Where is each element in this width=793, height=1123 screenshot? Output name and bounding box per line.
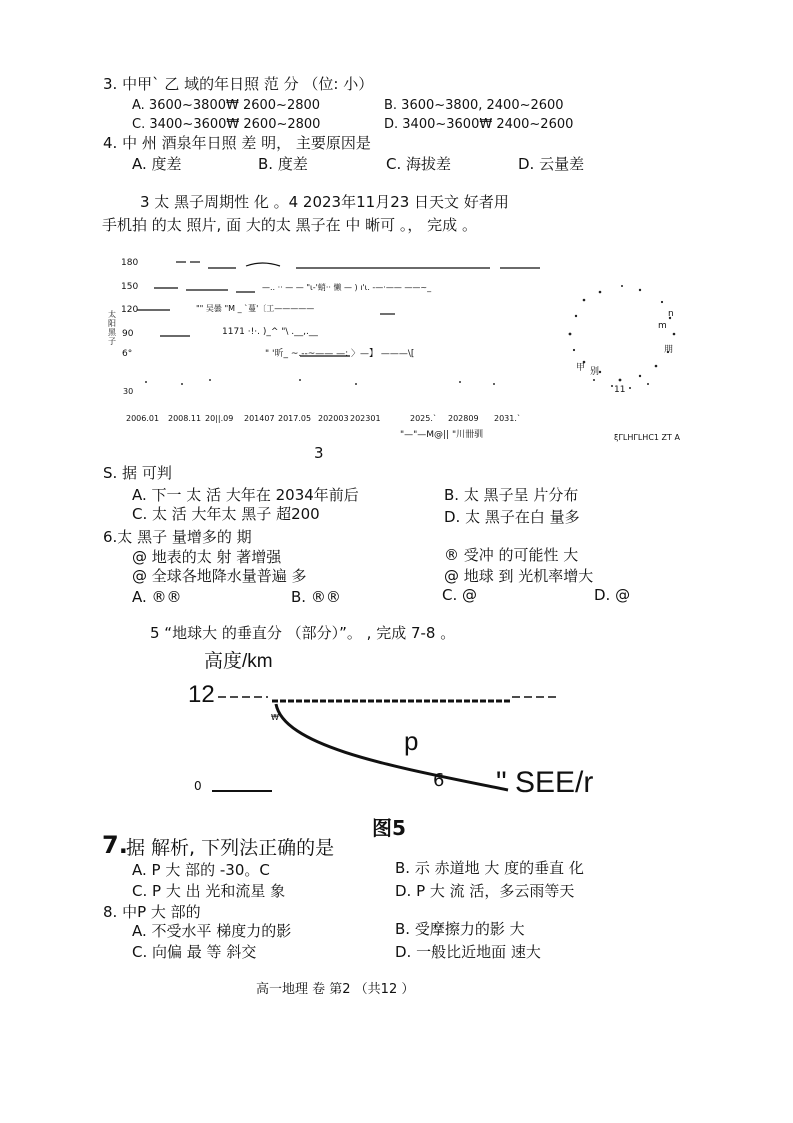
q7-stem: 据 解析, 下列法正确的是	[126, 837, 335, 859]
fig3-caption: 3	[314, 444, 324, 462]
q4-option-a: A. 度差	[132, 155, 182, 173]
q6-item-2: ® 受冲 的可能性 大	[444, 546, 579, 564]
fig5-y-label: 高度/km	[204, 651, 273, 672]
q5-option-b: B. 太 黑子呈 片分布	[444, 486, 579, 504]
q6-item-1: @ 地表的太 射 著增强	[132, 548, 282, 566]
fig3-photo-label: 11	[614, 385, 626, 395]
q7-option-d: D. P 大 流 活，多云雨等天	[395, 882, 575, 900]
passage3-line2: 手机拍 的太 照片, 面 大的太 黑子在 中 晰可 。， 完成 。	[102, 216, 477, 234]
fig3-x-tick: 202003	[318, 414, 349, 423]
fig3-photo-caption: ξΓLHΓLHC1 ΖΤ Α	[614, 433, 680, 442]
fig3-y-tick-30: 30	[123, 387, 134, 396]
fig3-y-tick-90: 90	[122, 329, 134, 339]
q6-item-4: @ 地球 到 光机率增大	[444, 567, 594, 585]
fig3-x-tick: 20||.09	[205, 414, 234, 423]
fig3-y-tick-6: 6°	[122, 349, 133, 359]
q6-option-b: B. ®®	[291, 588, 341, 606]
q8-option-b: B. 受摩擦力的影 大	[395, 920, 525, 938]
fig5-p-label: p	[404, 726, 419, 756]
q3-option-b: B. 3600~3800, 2400~2600	[384, 98, 564, 113]
fig3-x-tick: 2017.05	[278, 414, 312, 423]
fig3-x-tick: 202301	[350, 414, 381, 423]
fig3-legend: "—"—M@|| "川卌驯	[400, 430, 484, 440]
fig5-see-label: " SEE/r	[496, 766, 594, 799]
page-footer: 高一地理 卷 第2 （共12 ）	[256, 982, 415, 997]
fig3-row120-text: "" 吴曇 "M _ `蔓'〔工—————	[196, 304, 315, 313]
q3-option-a: A. 3600~3800₩ 2600~2800	[132, 98, 321, 113]
fig5-x-6: 6	[433, 770, 445, 791]
fig3-y-tick-180: 180	[121, 258, 139, 268]
q7-number: 7.	[102, 831, 128, 859]
q5-option-d: D. 太 黑子在白 量多	[444, 508, 580, 526]
fig3-x-tick: 2008.11	[168, 414, 202, 423]
fig3-photo-label: 别	[590, 367, 600, 377]
fig3-x-tick: 2031.`	[494, 414, 521, 423]
fig3-x-tick: 201407	[244, 414, 275, 423]
q7-option-c: C. P 大 出 光和流星 象	[132, 882, 286, 900]
fig3-row90-text: 1171 ·!·. )_^ "\ .__,.__	[222, 327, 318, 337]
q6-option-c: C. @	[442, 586, 478, 604]
q3-option-c: C. 3400~3600₩ 2600~2800	[132, 117, 321, 132]
fig5-small-mark: ₩	[271, 713, 279, 722]
q4-option-d: D. 云量差	[518, 155, 585, 173]
q4-option-c: C. 海拔差	[386, 155, 452, 173]
fig3-y-tick-120: 120	[121, 305, 139, 315]
fig5-tick-0: 0	[194, 779, 202, 793]
q6-item-3: @ 全球各地降水量普遍 多	[132, 567, 307, 585]
q5-option-c: C. 太 活 大年太 黑子 超200	[132, 505, 320, 523]
q8-option-d: D. 一般比近地面 速大	[395, 943, 541, 961]
fig5-tick-12: 12	[188, 681, 215, 708]
fig5-caption: 图5	[372, 816, 406, 840]
q8-option-c: C. 向偏 最 等 斜交	[132, 943, 257, 961]
q8-stem: 8. 中P 大 部的	[103, 903, 201, 921]
fig3-x-tick: 202809	[448, 414, 479, 423]
passage5: 5 “地球大 的垂直分 （部分）”。 , 完成 7-8 。	[150, 624, 456, 642]
q6-option-d: D. @	[594, 586, 631, 604]
q8-option-a: A. 不受水平 梯度力的影	[132, 922, 292, 940]
q6-stem: 6.太 黑子 量增多的 期	[103, 528, 252, 546]
q6-option-a: A. ®®	[132, 588, 182, 606]
q3-option-d: D. 3400~3600₩ 2400~2600	[384, 117, 574, 132]
q4-option-b: B. 度差	[258, 155, 308, 173]
fig3-photo-label: n	[668, 309, 674, 319]
fig3-photo-label: 甲	[576, 363, 586, 373]
fig3-row6-text: " '昕_ ~.--~—— —: 〉—】 ———\[	[265, 349, 415, 359]
fig3-photo-label: 朋	[664, 345, 674, 355]
q3-stem: 3. 中甲` 乙 域的年日照 范 分 （位: 小）	[103, 75, 374, 93]
fig3-x-tick: 2006.01	[126, 414, 160, 423]
fig3-photo-label: m	[658, 321, 667, 331]
passage3-line1: 3 太 黑子周期性 化 。4 2023年11月23 日天文 好者用	[140, 193, 509, 211]
fig3-x-tick: 2025.`	[410, 414, 437, 423]
fig3-row150-text: —.. ·· — — "ι-'蛸·· 懒 — ) ı'ι. -—·—— ——~_	[262, 283, 432, 292]
q4-stem: 4. 中 州 酒泉年日照 差 明， 主要原因是	[103, 134, 371, 152]
q7-option-b: B. 示 赤道地 大 度的垂直 化	[395, 859, 584, 877]
fig5-temperature-curve	[276, 704, 508, 790]
fig3-y-title: 太阳黑子	[108, 310, 116, 346]
fig3-y-tick-150: 150	[121, 282, 139, 292]
q7-option-a: A. P 大 部的 -30。C	[132, 861, 270, 879]
q5-option-a: A. 下一 太 活 大年在 2034年前后	[132, 486, 359, 504]
q5-stem: S. 据 可判	[103, 464, 172, 482]
